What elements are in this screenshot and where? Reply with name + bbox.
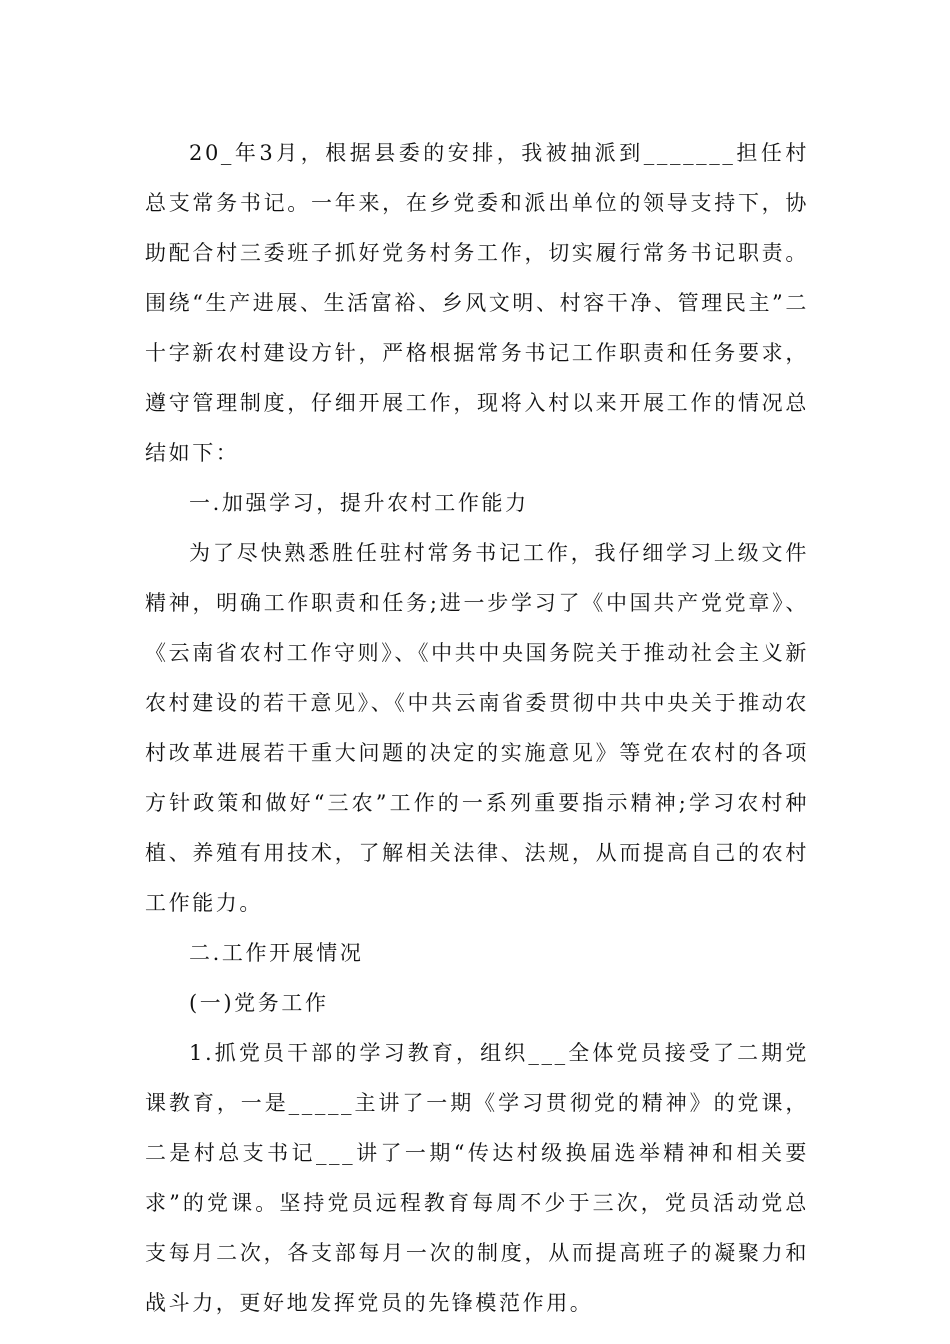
section-heading-study: 一.加强学习，提升农村工作能力	[189, 491, 529, 515]
section-heading-work: 二.工作开展情况	[189, 941, 364, 965]
document-body	[145, 128, 809, 1328]
intro-paragraph: 20_年3月，根据县委的安排，我被抽派到_______担任村总支常务书记。一年来，在乡党委和派出单位的领导支持下，协助配合村三委班子抓好党务村务工作，切实履行常务书记职责。围绕“生产进展、生活富裕、乡风文明、村容干净、管理民主”二十字新农村建设方针，严格根据常务书记工作职责和任务要求，遵守管理制度，仔细开展工作，现将入村以来开展工作的情况总结如下：	[145, 141, 809, 465]
party-education-paragraph: 1.抓党员干部的学习教育，组织___全体党员接受了二期党课教育，一是_____主讲了一期《学习贯彻党的精神》的党课，二是村总支书记___讲了一期“传达村级换届选举精神和相关要求”的党课。坚持党员远程教育每周不少于三次，党员活动党总支每月二次，各支部每月一次的制度，从而提高班子的凝聚力和战斗力，更好地发挥党员的先锋模范作用。	[145, 1041, 809, 1315]
subsection-heading-party-affairs: (一)党务工作	[189, 991, 329, 1015]
study-paragraph: 为了尽快熟悉胜任驻村常务书记工作，我仔细学习上级文件精神，明确工作职责和任务;进一步学习了《中国共产党党章》、《云南省农村工作守则》、《中共中央国务院关于推动社会主义新农村建设的若干意见》、《中共云南省委贯彻中共中央关于推动农村改革进展若干重大问题的决定的实施意见》等党在农村的各项方针政策和做好“三农”工作的一系列重要指示精神;学习农村种植、养殖有用技术，了解相关法律、法规，从而提高自己的农村工作能力。	[145, 541, 809, 915]
